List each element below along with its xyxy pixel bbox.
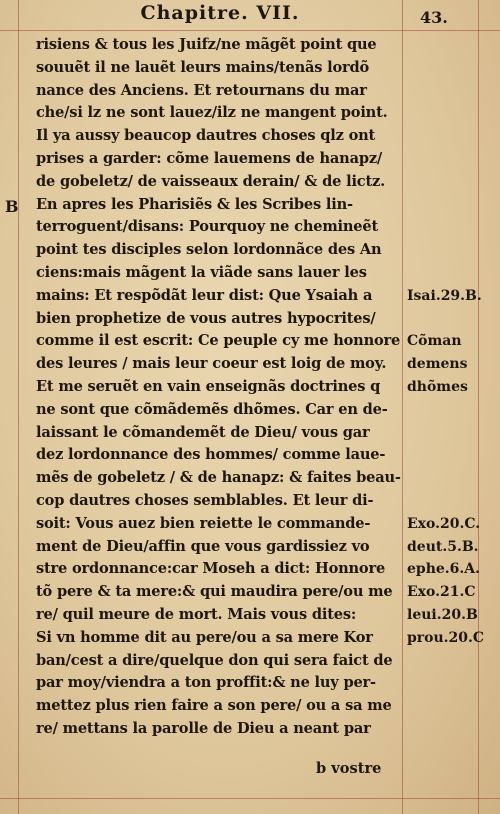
text-line: mains: Et respõdãt leur dist: Que Ysaiah a	[36, 286, 373, 304]
text-line: stre ordonnance:car Moseh a dict: Honnore	[36, 560, 386, 578]
text-line: des leures / mais leur coeur est loig de moy.	[36, 355, 387, 373]
text-line: bien prophetize de vous autres hypocrites/	[36, 309, 376, 327]
text-line: nance des Anciens. Et retournans du mar	[36, 81, 367, 99]
text-line: risiens & tous les Juifz/ne mãgẽt point que	[36, 36, 377, 53]
margin-note: Isai.29.B.	[407, 287, 482, 304]
text-line: souuẽt il ne lauẽt leurs mains/tenãs lordõ	[36, 58, 370, 76]
text-line: point tes disciples selon lordonnãce des An	[36, 241, 382, 259]
margin-note: demens	[407, 356, 468, 373]
margin-rule-right	[402, 0, 403, 814]
margin-note: Cõman	[407, 333, 462, 350]
text-line: par moy/viendra a ton proffit:& ne luy per-	[36, 674, 376, 692]
text-line: laissant le cõmandemẽt de Dieu/ vous gar	[36, 423, 370, 441]
text-line: ne sont que cõmãdemẽs dhõmes. Car en de-	[36, 400, 388, 418]
text-line: tõ pere & ta mere:& qui maudira pere/ou me	[36, 583, 393, 601]
text-line: En apres les Pharisiẽs & les Scribes lin-	[36, 195, 353, 213]
text-line: ban/cest a dire/quelque don qui sera faict de	[36, 651, 393, 669]
text-line: mettez plus rien faire a son pere/ ou a sa me	[36, 697, 392, 715]
text-line: Si vn homme dit au pere/ou a sa mere Kor	[36, 628, 373, 646]
text-line: ciens:mais mãgent la viãde sans lauer les	[36, 263, 367, 281]
text-line: cop dautres choses semblables. Et leur di-	[36, 491, 374, 509]
text-line: comme il est escrit: Ce peuple cy me honnore	[36, 332, 401, 350]
text-line: de gobeletz/ de vaisseaux derain/ & de lictz.	[36, 172, 385, 190]
margin-note: Exo.21.C	[407, 584, 476, 601]
margin-note: dhõmes	[407, 379, 468, 395]
margin-note: Exo.20.C.	[407, 515, 481, 532]
text-line: Et me seruẽt en vain enseignãs doctrines q	[36, 377, 381, 395]
margin-note: ephe.6.A.	[407, 561, 481, 578]
page-number: 43.	[420, 8, 448, 27]
text-line: ment de Dieu/affin que vous gardissiez vo	[36, 537, 370, 555]
text-line: che/si lz ne sont lauez/ilz ne mangent point.	[36, 104, 388, 122]
text-line: re/ mettans la parolle de Dieu a neant par	[36, 719, 371, 737]
margin-rule-top	[0, 30, 500, 31]
margin-rule-bottom	[0, 798, 500, 799]
text-line: mẽs de gobeletz / & de hanapz: & faites beau-	[36, 469, 401, 487]
margin-note: deut.5.B.	[407, 538, 479, 555]
text-line: terroguent/disans: Pourquoy ne chemineẽt	[36, 218, 379, 236]
running-head: Chapitre. VII.	[140, 2, 300, 24]
text-line: Il ya aussy beaucop dautres choses qlz ont	[36, 127, 376, 145]
text-line: prises a garder: cõme lauemens de hanapz/	[36, 149, 383, 167]
text-line: dez lordonnance des hommes/ comme laue-	[36, 446, 386, 464]
margin-rule-left	[18, 0, 19, 814]
body-text	[36, 34, 402, 741]
margin-note: prou.20.C	[407, 629, 485, 646]
catchword: b vostre	[316, 760, 382, 777]
text-line: re/ quil meure de mort. Mais vous dites:	[36, 605, 357, 623]
section-marker: B	[5, 197, 19, 216]
margin-rule-outer	[478, 0, 479, 814]
margin-note: leui.20.B	[407, 607, 478, 623]
text-line: soit: Vous auez bien reiette le commande-	[36, 514, 371, 532]
